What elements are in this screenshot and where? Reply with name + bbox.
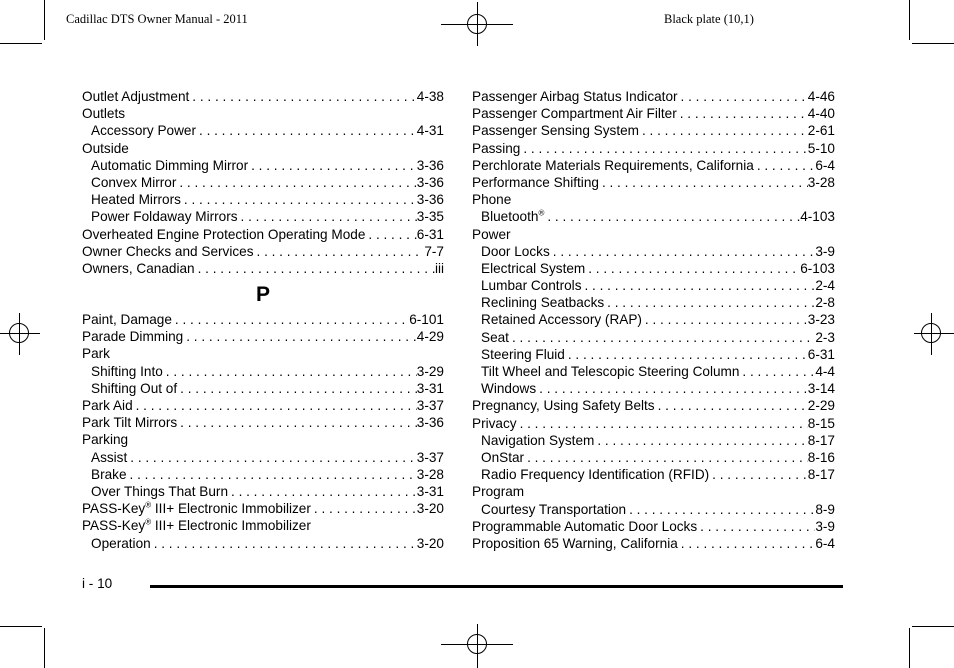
entry-text: Courtesy Transportation (481, 501, 627, 517)
index-subentry (472, 243, 835, 260)
entry-text: Power (472, 226, 511, 242)
page-reference: 3-31 (416, 483, 444, 499)
dot-leader (517, 415, 808, 432)
page-reference: 8-16 (807, 449, 835, 465)
entry-text: Passenger Compartment Air Filter (472, 106, 677, 122)
index-entry (472, 415, 835, 432)
page-reference: 8-17 (807, 467, 835, 483)
index-subentry (472, 449, 835, 466)
entry-text: Bluetooth® (481, 208, 545, 225)
dot-leader (709, 466, 808, 483)
index-entry (472, 535, 835, 552)
index-entry (472, 122, 835, 139)
section-letter: P (255, 283, 270, 307)
registered-mark: ® (145, 500, 152, 510)
dot-leader (183, 328, 417, 345)
page-number: i - 10 (82, 576, 113, 591)
entry-text: Windows (481, 381, 537, 397)
entry-text: Outlets (82, 106, 126, 122)
registered-mark: ® (145, 517, 152, 527)
dot-leader (582, 277, 816, 294)
page-reference: 4-4 (815, 364, 835, 379)
page-reference: 2-3 (815, 329, 835, 345)
entry-text: Lumbar Controls (481, 278, 582, 294)
dot-leader (550, 243, 816, 260)
index-entry (82, 140, 444, 157)
entry-text: Electrical System (481, 260, 586, 276)
dot-leader (536, 380, 808, 397)
entry-text: Accessory Power (91, 123, 197, 139)
index-entry (82, 345, 444, 362)
page-reference: 3-28 (416, 466, 444, 482)
index-subentry (472, 329, 835, 346)
dot-leader (189, 88, 416, 105)
index-subentry (82, 191, 444, 208)
index-entry (82, 431, 444, 448)
entry-text: Parking (82, 432, 129, 448)
entry-text: Park (82, 346, 110, 362)
page-reference: 2-61 (807, 123, 835, 139)
index-subentry (472, 208, 835, 225)
page-reference: 6-101 (409, 312, 444, 328)
index-entry (82, 328, 444, 345)
entry-text: Pregnancy, Using Safety Belts (472, 398, 655, 414)
index-subentry (82, 535, 444, 552)
entry-text: Navigation System (481, 432, 595, 448)
page-reference: 3-29 (416, 363, 444, 379)
entry-text: Owners, Canadian (82, 260, 195, 276)
dot-leader (655, 397, 808, 414)
entry-text: Brake (91, 466, 127, 482)
entry-text: Paint, Damage (82, 312, 172, 328)
dot-leader (639, 122, 808, 139)
index-entry (82, 311, 444, 328)
index-subentry (472, 363, 835, 380)
header-plate: Black plate (10,1) (664, 12, 754, 26)
index-entry (82, 260, 444, 277)
dot-leader (365, 226, 416, 243)
page-reference: 3-36 (416, 192, 444, 208)
index-subentry (82, 483, 444, 500)
page-reference: 2-4 (815, 278, 835, 294)
page-reference: 4-103 (800, 209, 835, 225)
index-column-right (472, 88, 835, 552)
index-subentry (82, 174, 444, 191)
index-subentry (82, 466, 444, 483)
dot-leader (739, 363, 815, 380)
dot-leader (181, 191, 417, 208)
page-reference: 3-31 (416, 380, 444, 396)
index-entry (82, 243, 444, 260)
dot-leader (524, 449, 808, 466)
dot-leader (544, 208, 800, 225)
entry-text: Shifting Out of (91, 380, 178, 396)
page-reference: 6-31 (416, 226, 444, 242)
dot-leader (176, 174, 416, 191)
entry-text: Perchlorate Materials Requirements, California (472, 157, 754, 173)
dot-leader (520, 140, 807, 157)
index-subentry (82, 157, 444, 174)
page-reference: 3-28 (807, 174, 835, 190)
page-reference: 6-4 (815, 535, 835, 551)
index-entry (472, 157, 835, 174)
index-subentry (472, 277, 835, 294)
dot-leader (599, 174, 808, 191)
entry-text: Tilt Wheel and Telescopic Steering Column (481, 364, 740, 379)
index-entry (472, 191, 835, 208)
dot-leader (254, 243, 425, 260)
entry-text: Reclining Seatbacks (481, 295, 605, 311)
index-entry (82, 500, 444, 517)
index-subentry (472, 501, 835, 518)
dot-leader (594, 432, 807, 449)
entry-text: Passenger Sensing System (472, 123, 639, 139)
dot-leader (133, 397, 417, 414)
page-reference: 2-29 (807, 398, 835, 414)
registered-mark: ® (538, 208, 545, 218)
dot-leader (151, 535, 417, 552)
page-reference: 8-15 (807, 415, 835, 431)
page-reference: 4-29 (416, 329, 444, 345)
dot-leader (311, 500, 417, 517)
entry-text: PASS-Key® III+ Electronic Immobilizer (82, 500, 311, 517)
page-reference: 3-20 (416, 501, 444, 517)
dot-leader (196, 122, 417, 139)
entry-text: Door Locks (481, 243, 550, 259)
index-entry (472, 140, 835, 157)
page-reference: iii (434, 260, 444, 276)
dot-leader (509, 329, 815, 346)
index-entry (82, 105, 444, 122)
index-entry (82, 414, 444, 431)
index-entry (472, 88, 835, 105)
page-reference: 3-36 (416, 415, 444, 431)
entry-text: Outside (82, 140, 129, 156)
dot-leader (754, 157, 816, 174)
index-entry (472, 226, 835, 243)
page-reference: 3-37 (416, 398, 444, 413)
page-reference: 8-9 (815, 501, 835, 517)
entry-text: Radio Frequency Identification (RFID) (481, 467, 710, 483)
page-reference: 4-40 (807, 106, 835, 122)
page-reference: 3-36 (416, 157, 444, 173)
entry-text: Automatic Dimming Mirror (91, 157, 249, 173)
dot-leader (585, 260, 800, 277)
dot-leader (177, 414, 417, 431)
index-subentry (82, 208, 444, 225)
page-reference: 5-10 (807, 140, 835, 156)
entry-text: Performance Shifting (472, 174, 599, 190)
dot-leader (604, 294, 815, 311)
entry-text: Operation (91, 535, 151, 551)
page-reference: 4-31 (416, 123, 444, 139)
dot-leader (642, 311, 808, 328)
dot-leader (177, 380, 417, 397)
entry-text: Passenger Airbag Status Indicator (472, 89, 678, 104)
entry-text: Overheated Engine Protection Operating Mode (82, 226, 366, 242)
index-subentry (472, 346, 835, 363)
index-entry (472, 174, 835, 191)
index-entry (472, 518, 835, 535)
dot-leader (127, 466, 417, 483)
index-entry (82, 397, 444, 414)
index-subentry (472, 432, 835, 449)
index-column-left (82, 88, 444, 552)
page-reference: 8-17 (807, 432, 835, 448)
index-subentry (472, 260, 835, 277)
header-title: Cadillac DTS Owner Manual - 2011 (66, 12, 248, 26)
index-subentry (472, 466, 835, 483)
page-reference: 3-14 (807, 381, 835, 397)
entry-text: Steering Fluid (481, 346, 565, 362)
index-entry (472, 483, 835, 500)
dot-leader (127, 449, 417, 466)
page-reference: 6-103 (800, 260, 835, 276)
index-subentry (472, 380, 835, 397)
entry-text: Passing (472, 140, 521, 156)
dot-leader (677, 105, 808, 122)
entry-text: Shifting Into (91, 363, 163, 379)
entry-text: Privacy (472, 415, 517, 431)
page-reference: 3-36 (416, 174, 444, 190)
entry-text: Outlet Adjustment (82, 89, 190, 104)
dot-leader (678, 88, 808, 105)
index-subentry (472, 294, 835, 311)
dot-leader (238, 208, 417, 225)
index-subentry (82, 449, 444, 466)
entry-text: Parade Dimming (82, 329, 184, 345)
entry-text: Retained Accessory (RAP) (481, 312, 642, 328)
entry-text: Assist (91, 449, 128, 465)
index-subentry (82, 122, 444, 139)
page-reference: 3-9 (815, 518, 835, 534)
entry-text: Park Tilt Mirrors (82, 415, 178, 431)
entry-text: Program (472, 484, 525, 500)
entry-text: Programmable Automatic Door Locks (472, 518, 698, 534)
page-reference: 4-46 (807, 89, 835, 104)
page-reference: 6-4 (815, 157, 835, 173)
page-reference: 3-35 (416, 209, 444, 225)
page-reference: 3-20 (416, 535, 444, 551)
page-reference: 2-8 (815, 295, 835, 311)
index-entry (472, 105, 835, 122)
entry-text: PASS-Key® III+ Electronic Immobilizer (82, 517, 311, 534)
entry-text: Proposition 65 Warning, California (472, 535, 678, 551)
entry-text: Power Foldaway Mirrors (91, 209, 238, 225)
page-reference: 6-31 (807, 346, 835, 362)
dot-leader (248, 157, 417, 174)
index-entry (82, 88, 444, 105)
page-reference: 3-37 (416, 449, 444, 465)
dot-leader (697, 518, 815, 535)
footer-rule (150, 585, 843, 588)
dot-leader (678, 535, 816, 552)
page-reference: 3-9 (815, 243, 835, 259)
dot-leader (163, 363, 417, 380)
entry-text: Park Aid (82, 398, 133, 413)
index-entry (82, 226, 444, 243)
dot-leader (172, 311, 409, 328)
dot-leader (565, 346, 808, 363)
dot-leader (195, 260, 435, 277)
page-reference: 4-38 (416, 89, 444, 104)
index-subentry (82, 363, 444, 380)
index-subentry (472, 311, 835, 328)
dot-leader (228, 483, 417, 500)
page-reference: 3-23 (807, 312, 835, 328)
dot-leader (626, 501, 815, 518)
entry-text: Seat (481, 329, 509, 345)
entry-text: OnStar (481, 449, 525, 465)
entry-text: Over Things That Burn (91, 483, 229, 499)
index-entry (472, 397, 835, 414)
index-entry (82, 517, 444, 534)
entry-text: Owner Checks and Services (82, 243, 254, 259)
index-subentry (82, 380, 444, 397)
entry-text: Convex Mirror (91, 174, 177, 190)
page-reference: 7-7 (424, 243, 444, 259)
entry-text: Heated Mirrors (91, 192, 181, 208)
entry-text: Phone (472, 192, 512, 208)
